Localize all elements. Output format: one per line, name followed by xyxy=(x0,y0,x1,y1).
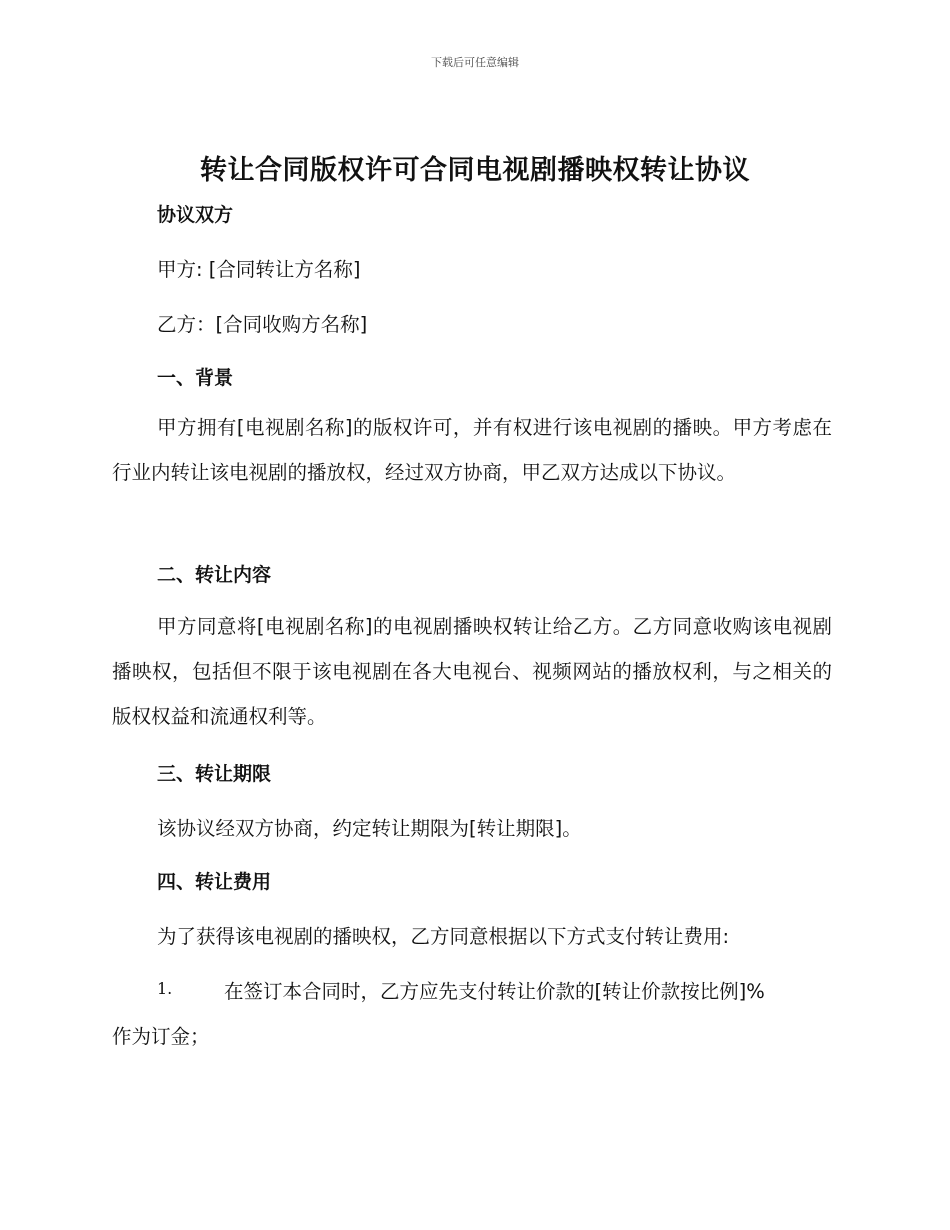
parties-heading: 协议双方 xyxy=(157,204,234,226)
party-a-line: 甲方: [合同转让方名称] xyxy=(157,258,361,281)
fee-item-number: 1. xyxy=(157,979,173,998)
party-b-line: 乙方：[合同收购方名称] xyxy=(157,313,368,336)
section-term-heading: 三、转让期限 xyxy=(157,763,272,785)
header-note: 下载后可任意编辑 xyxy=(431,56,519,69)
fee-item-text-line2: 作为订金； xyxy=(112,1025,210,1048)
section-fee-intro: 为了获得该电视剧的播映权，乙方同意根据以下方式支付转让费用: xyxy=(157,925,730,948)
section-background-heading: 一、背景 xyxy=(157,367,234,389)
section-content-text: 甲方同意将[电视剧名称]的电视剧播映权转让给乙方。乙方同意收购该电视剧播映权，包括但不限于该电视剧在各大电视台、视频网站的播放权利，与之相关的版权权益和流通权利等。 xyxy=(112,615,832,728)
section-fee-heading: 四、转让费用 xyxy=(157,871,272,893)
section-term-text: 该协议经双方协商，约定转让期限为[转让期限]。 xyxy=(157,817,582,840)
section-background-text: 甲方拥有[电视剧名称]的版权许可，并有权进行该电视剧的播映。甲方考虑在行业内转让该电视剧的播放权，经过双方协商，甲乙双方达成以下协议。 xyxy=(112,416,832,484)
fee-item-text-line1: 在签订本合同时，乙方应先支付转让价款的[转让价款按比例]% xyxy=(224,980,765,1003)
document-title: 转让合同版权许可合同电视剧播映权转让协议 xyxy=(200,155,750,186)
section-content-heading: 二、转让内容 xyxy=(157,564,272,586)
